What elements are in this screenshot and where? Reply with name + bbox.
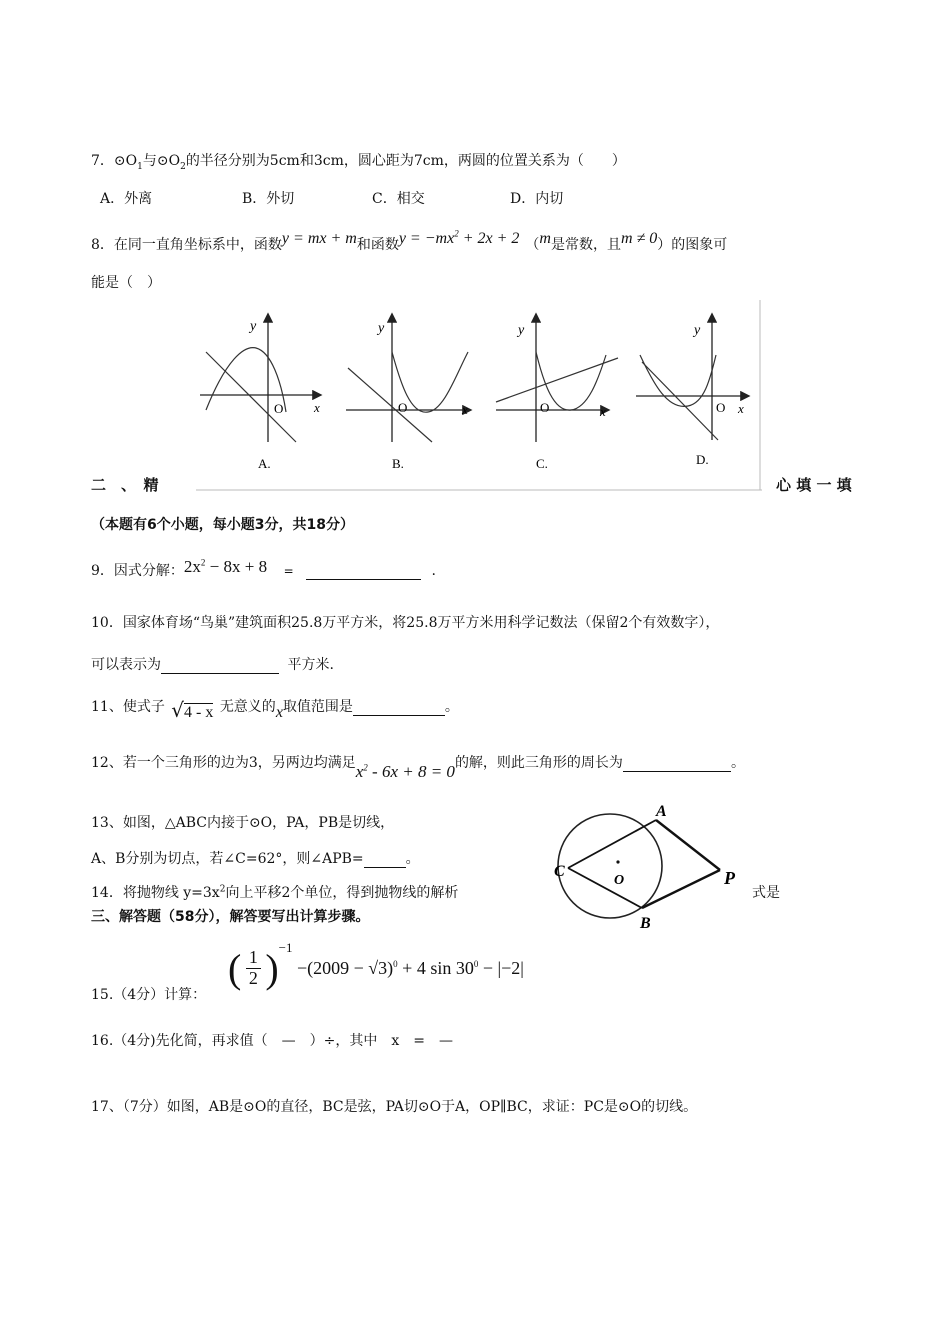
q9-answer-blank[interactable] [306,565,421,580]
q15-expression [228,939,524,992]
q8-const-text: 是常数，且 [550,237,621,253]
graph-d-origin: O [716,400,726,415]
q7-option-c: C．相交 [372,191,425,207]
graph-c [496,315,618,471]
graph-c-label: C. [536,456,548,471]
graph-b-label: B. [392,456,404,471]
q7-sub1: 1 [137,161,143,172]
graph-b-origin: O [398,400,408,415]
section2-note: （本题有6个小题，每小题3分，共18分） [91,517,354,533]
q13-line1: 13、如图，△ABC内接于⊙O，PA，PB是切线， [91,815,395,831]
q15-fraction [246,948,261,989]
graph-b-y-label: y [378,321,385,336]
q13-answer-blank[interactable] [364,853,406,868]
q12-suffix: 的解，则此三角形的周长为 [454,755,623,771]
q9-prefix: 9．因式分解： [91,563,184,579]
graph-a-label: A. [258,456,271,471]
q8-line2: 能是（ ） [91,275,161,291]
q15-exp: −1 [278,939,293,955]
q13-line2 [91,848,420,868]
q14-prefix: 14．将抛物线 y=3x [91,885,220,901]
graph-c-x-label: x [600,404,606,419]
q15-frac-num: 1 [246,948,261,969]
q15-left-paren: ( [228,946,242,991]
q7-text-a: 7．⊙O [91,153,138,169]
q13-label-b: B [640,915,651,932]
q15-right-paren: ) [265,946,279,991]
q13-label-o: O [614,873,625,888]
q16-stem: 16.（4分)先化简，再求值（ — ）÷，其中 x = — [91,1033,453,1049]
graph-a-x-label: x [314,400,320,415]
q7-sub2: 2 [180,161,186,172]
graph-d-y-label: y [694,323,701,338]
q14-suffix: 式是 [752,885,780,901]
q17-stem: 17、（7分）如图，AB是⊙O的直径，BC是弦，PA切⊙O于A，OP∥BC，求证：PC是⊙O的切线。 [91,1099,698,1115]
q15-rest: $-(2009 - √3)^0 + 4$ $\sin 30^0 - |-2|$ [297,958,524,978]
q15-label: 15.（4分）计算： [91,987,207,1003]
q11-suffix: 取值范围是 [282,699,353,715]
graph-d-label: D. [696,452,709,467]
q11-stem [91,692,459,722]
q12-end: 。 [730,755,745,771]
q13-circle-figure [548,800,748,935]
q8-m-var: m [539,230,551,247]
q7-text-b: 与⊙O [142,153,181,169]
graph-b [346,315,470,471]
q8-cond: m ≠ 0 [620,230,658,247]
q8-stem [91,228,728,254]
q11-end: 。 [444,699,459,715]
q11-sqrt [171,698,213,722]
q8-prefix: 8．在同一直角坐标系中，函数 [91,237,282,253]
q7-option-a: A．外离 [100,191,153,207]
q11-mid: 无意义的 [219,699,276,715]
graph-a-origin: O [274,401,284,416]
graph-b-x-label: x [462,402,468,417]
q13-label-c: C [554,863,565,880]
graph-c-origin: O [540,400,550,415]
q8-paren-open: （ [525,237,540,253]
q14-stem [91,882,458,902]
q9-eq: = [283,564,294,578]
q10-line2-suffix: 平方米. [287,657,334,673]
q8-mid: 和函数 [356,237,399,253]
q15-frac-den: 2 [248,968,258,988]
graph-d-x-label: x [738,401,744,416]
q10-line2 [91,654,334,674]
q14-sup: 2 [219,884,226,895]
q8-eq1: y = mx + m [281,230,357,247]
q11-radicand: 4 - x [184,704,214,721]
q11-var: x [275,704,283,721]
q10-line1: 10．国家体育场“鸟巢”建筑面积25.8万平方米，将25.8万平方米用科学记数法（保留2个有效数字）， [91,615,720,631]
q7-option-b: B．外切 [242,191,295,207]
q8-graphs-figure [196,300,762,492]
graph-a [200,315,320,471]
q11-answer-blank[interactable] [353,701,445,716]
q10-line2-prefix: 可以表示为 [91,657,161,673]
q9-expr: $2x^2 - 8x + 8$ [183,557,268,576]
graph-a-y-label: y [250,319,257,334]
q8-suffix: ）的图象可 [657,237,728,253]
q13-line2-prefix: A、B分别为切点，若∠C=62°，则∠APB= [91,851,364,867]
graph-c-y-label: y [518,323,525,338]
q8-eq2: $y = -mx^2 + 2x + 2$ [398,228,520,247]
q9-stem [91,557,436,580]
section2-heading-right: 心 填 一 填 [776,476,852,494]
q13-label-p: P [724,868,735,888]
section3-heading: 三、解答题（58分），解答要写出计算步骤。 [91,909,370,925]
q12-prefix: 12、若一个三角形的边为3，另两边均满足 [91,755,356,771]
q7-stem [91,150,626,172]
section2-heading-left: 二 、 精 [91,476,159,494]
q10-answer-blank[interactable] [161,659,279,674]
graph-d [636,315,748,467]
q13-line2-end: 。 [405,851,420,867]
q12-eq: $x^2 - 6x + 8 = 0$ [355,762,455,781]
q14-mid: 向上平移2个单位，得到抛物线的解析 [225,885,459,901]
sqrt-sign-icon: √ [171,698,185,722]
q11-prefix: 11、使式子 [91,699,165,715]
q7-text-c: 的半径分别为5cm和3cm，圆心距为7cm，两圆的位置关系为（ ） [185,153,626,169]
q7-option-d: D．内切 [510,191,564,207]
q13-label-a: A [656,803,667,820]
q12-answer-blank[interactable] [623,757,731,772]
q12-stem [91,752,745,781]
q9-end: . [431,563,436,579]
